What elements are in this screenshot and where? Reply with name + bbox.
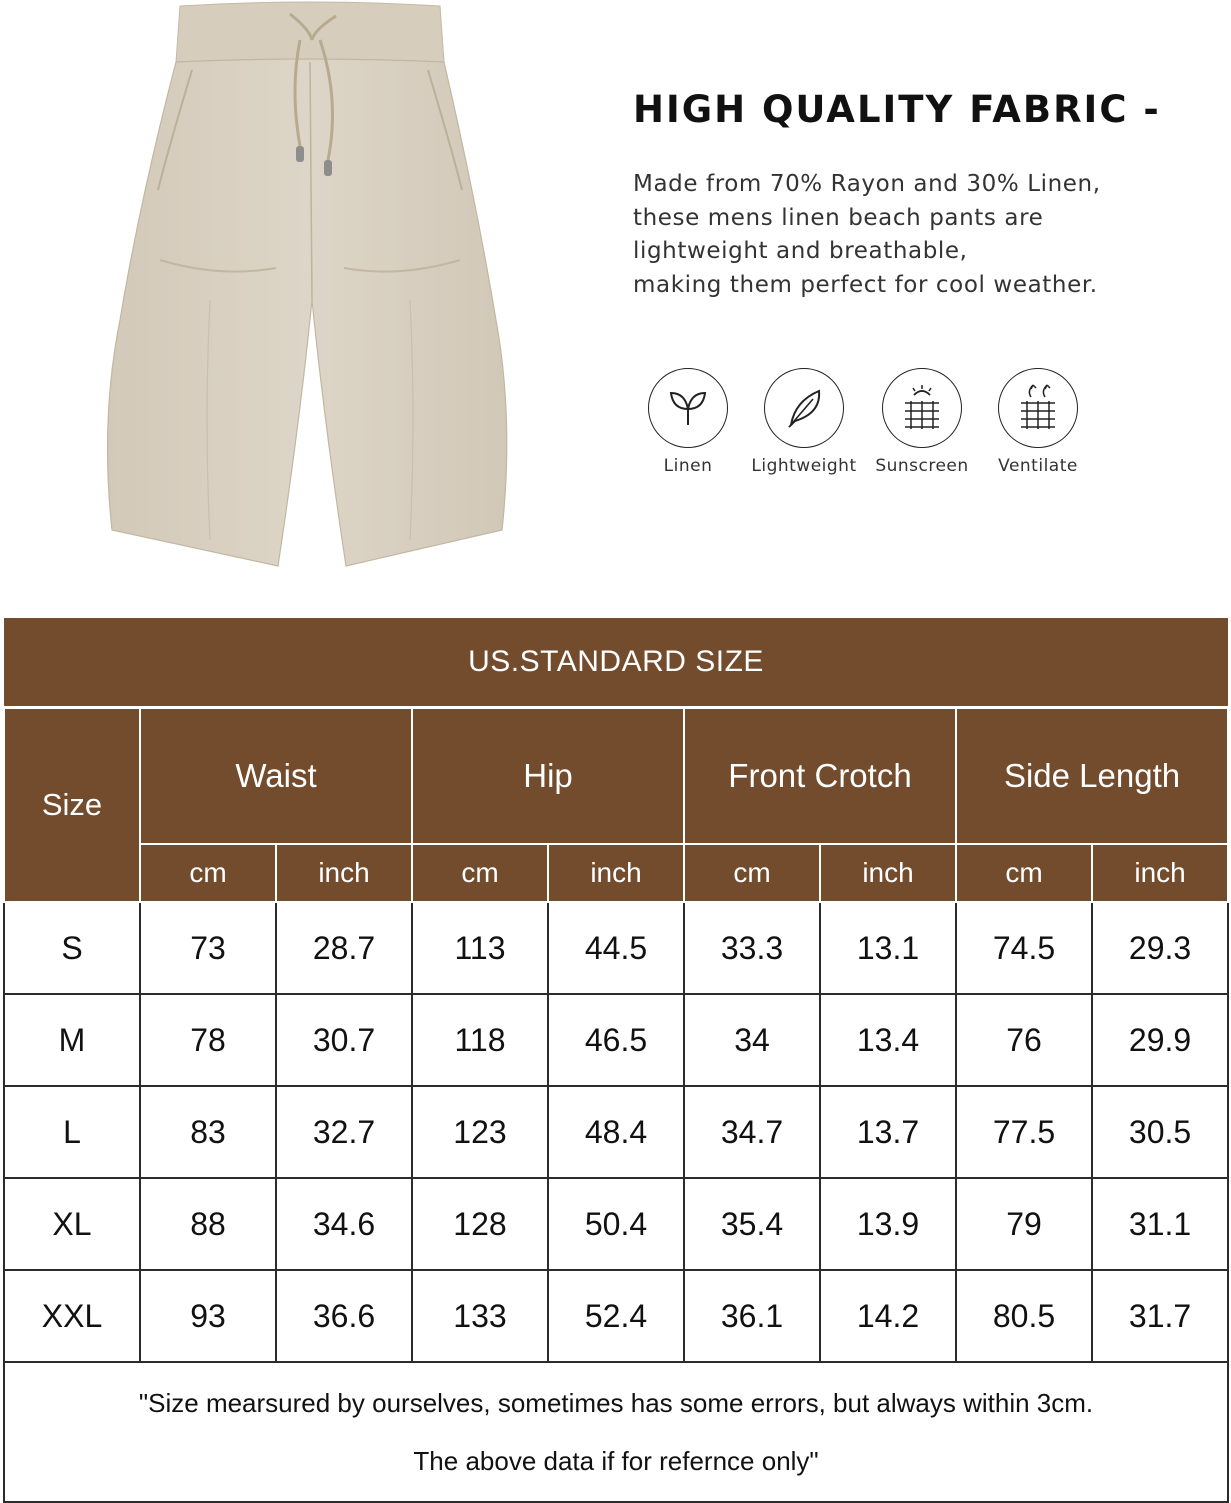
measurement-cell: 14.2: [820, 1270, 956, 1362]
size-column-header: Size: [4, 708, 140, 903]
leaf-icon: [648, 368, 728, 448]
measurement-cell: 32.7: [276, 1086, 412, 1178]
unit-header: cm: [140, 844, 276, 902]
size-cell: XL: [4, 1178, 140, 1270]
size-cell: XXL: [4, 1270, 140, 1362]
group-header-hip: Hip: [412, 708, 684, 845]
measurement-cell: 52.4: [548, 1270, 684, 1362]
feature-lightweight: [744, 368, 864, 476]
measurement-cell: 79: [956, 1178, 1092, 1270]
measurement-cell: 29.9: [1092, 994, 1228, 1086]
measurement-cell: 34.7: [684, 1086, 820, 1178]
measurement-cell: 28.7: [276, 902, 412, 994]
measurement-cell: 34.6: [276, 1178, 412, 1270]
headline: HIGH QUALITY FABRIC -: [633, 88, 1161, 131]
description-line: these mens linen beach pants are: [633, 204, 1044, 231]
measurement-cell: 13.9: [820, 1178, 956, 1270]
note-line: "Size mearsured by ourselves, sometimes has some errors, but always within 3cm.: [138, 1388, 1094, 1418]
measurement-cell: 118: [412, 994, 548, 1086]
feature-icons: [640, 368, 1100, 488]
feature-label: Ventilate: [998, 456, 1078, 476]
measurement-cell: 35.4: [684, 1178, 820, 1270]
feather-icon: [764, 368, 844, 448]
table-row: [4, 994, 1228, 1086]
measurement-cell: 74.5: [956, 902, 1092, 994]
measurement-cell: 50.4: [548, 1178, 684, 1270]
measurement-cell: 30.5: [1092, 1086, 1228, 1178]
sun-weave-icon: [882, 368, 962, 448]
table-row: [4, 1086, 1228, 1178]
measurement-cell: 34: [684, 994, 820, 1086]
measurement-cell: 78: [140, 994, 276, 1086]
feature-label: Lightweight: [751, 456, 857, 476]
feature-ventilate: [978, 368, 1098, 476]
measurement-cell: 30.7: [276, 994, 412, 1086]
description-line: lightweight and breathable,: [633, 238, 968, 264]
note-line: The above data if for refernce only": [413, 1446, 819, 1476]
size-chart-note: [4, 1362, 1228, 1502]
measurement-cell: 73: [140, 902, 276, 994]
group-header-waist: Waist: [140, 708, 412, 845]
airflow-weave-icon: [998, 368, 1078, 448]
measurement-cell: 80.5: [956, 1270, 1092, 1362]
description-line: Made from 70% Rayon and 30% Linen,: [633, 171, 1101, 197]
group-header-front-crotch: Front Crotch: [684, 708, 956, 845]
table-row: [4, 902, 1228, 994]
measurement-cell: 133: [412, 1270, 548, 1362]
measurement-cell: 31.7: [1092, 1270, 1228, 1362]
fabric-description: [633, 168, 1213, 302]
measurement-cell: 76: [956, 994, 1092, 1086]
group-header-side-length: Side Length: [956, 708, 1228, 845]
unit-header: inch: [820, 844, 956, 902]
table-row: [4, 1270, 1228, 1362]
description-line: making them perfect for cool weather.: [633, 271, 1098, 298]
size-cell: M: [4, 994, 140, 1086]
feature-linen: [628, 368, 748, 476]
feature-label: Linen: [663, 456, 713, 476]
measurement-cell: 13.4: [820, 994, 956, 1086]
measurement-cell: 48.4: [548, 1086, 684, 1178]
measurement-cell: 123: [412, 1086, 548, 1178]
measurement-cell: 83: [140, 1086, 276, 1178]
unit-header: cm: [412, 844, 548, 902]
measurement-cell: 88: [140, 1178, 276, 1270]
table-row: [4, 1178, 1228, 1270]
measurement-cell: 29.3: [1092, 902, 1228, 994]
measurement-cell: 128: [412, 1178, 548, 1270]
size-chart: [3, 618, 1227, 1498]
product-image: [100, 0, 520, 570]
size-chart-title: US.STANDARD SIZE: [4, 618, 1228, 708]
unit-header: cm: [684, 844, 820, 902]
measurement-cell: 13.7: [820, 1086, 956, 1178]
unit-header: inch: [1092, 844, 1228, 902]
measurement-cell: 93: [140, 1270, 276, 1362]
measurement-cell: 44.5: [548, 902, 684, 994]
measurement-cell: 36.6: [276, 1270, 412, 1362]
unit-header: inch: [276, 844, 412, 902]
size-chart-table: [3, 618, 1229, 1503]
measurement-cell: 77.5: [956, 1086, 1092, 1178]
feature-sunscreen: [862, 368, 982, 476]
unit-header: inch: [548, 844, 684, 902]
size-cell: S: [4, 902, 140, 994]
measurement-cell: 13.1: [820, 902, 956, 994]
measurement-cell: 33.3: [684, 902, 820, 994]
measurement-cell: 46.5: [548, 994, 684, 1086]
feature-label: Sunscreen: [875, 456, 969, 476]
size-cell: L: [4, 1086, 140, 1178]
measurement-cell: 113: [412, 902, 548, 994]
unit-header: cm: [956, 844, 1092, 902]
measurement-cell: 31.1: [1092, 1178, 1228, 1270]
measurement-cell: 36.1: [684, 1270, 820, 1362]
